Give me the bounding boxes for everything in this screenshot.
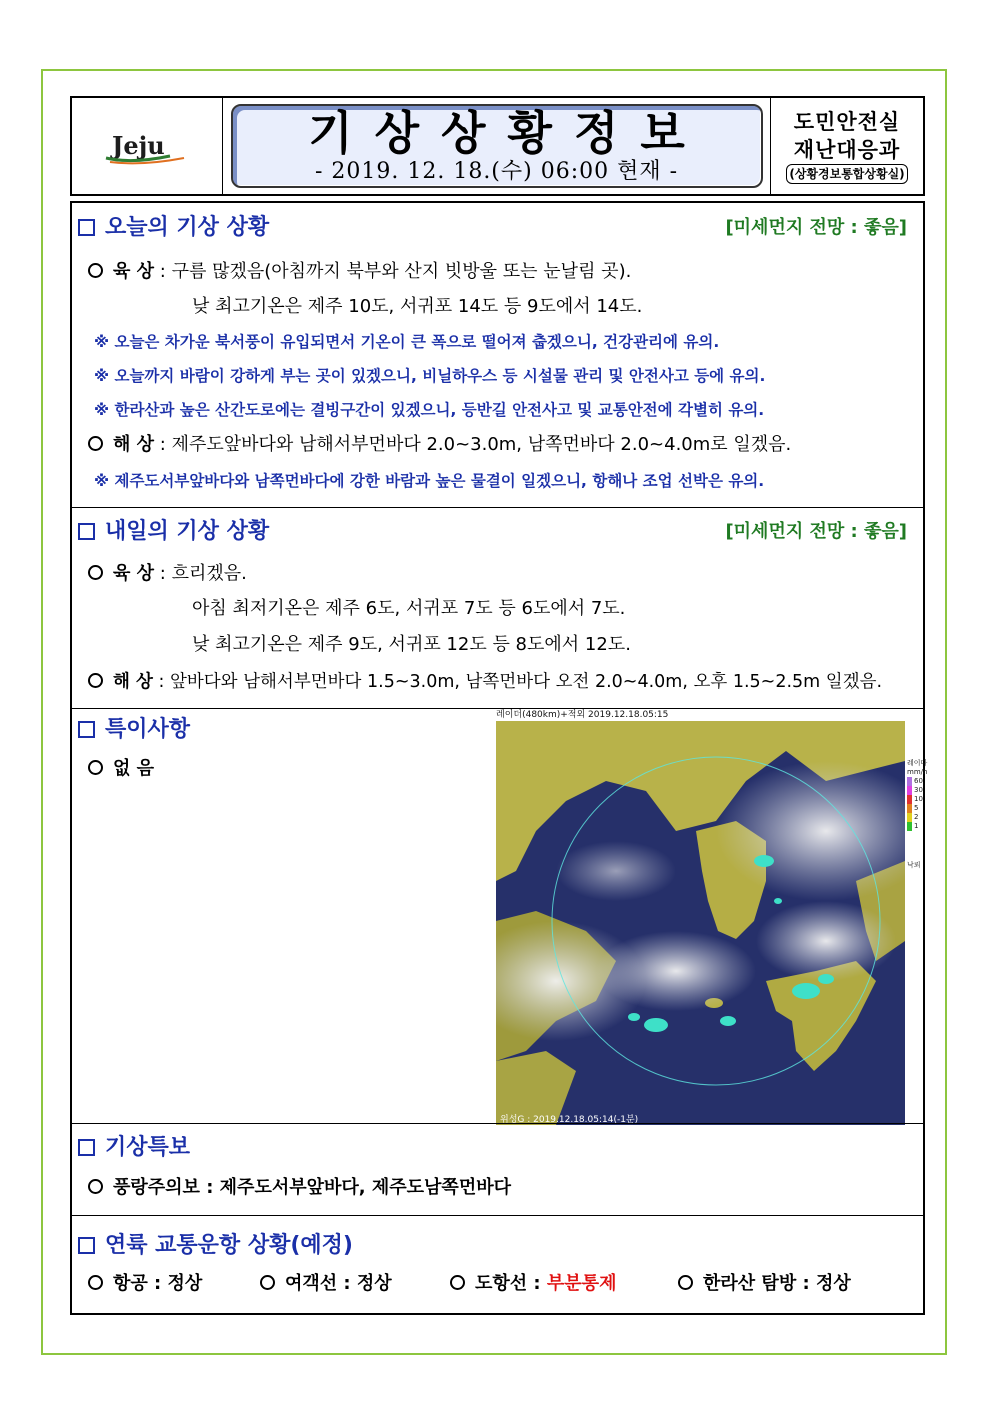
traffic-ferry bbox=[260, 1271, 392, 1297]
tomorrow-title-text: 내일의 기상 상황 bbox=[105, 519, 270, 544]
traffic-island-ferry bbox=[450, 1271, 616, 1297]
legend-swatch bbox=[907, 795, 912, 804]
division-name: 재난대응과 bbox=[793, 138, 901, 162]
document-header bbox=[70, 96, 925, 196]
legend-value: 5 bbox=[914, 804, 919, 812]
today-land-line bbox=[88, 259, 631, 285]
circle-bullet-icon bbox=[88, 760, 103, 775]
legend-entry bbox=[907, 813, 927, 822]
island-ferry-status: 부분통제 bbox=[546, 1273, 617, 1294]
checkbox-square-icon bbox=[78, 1237, 95, 1254]
circle-bullet-icon bbox=[88, 673, 103, 688]
traffic-air bbox=[88, 1271, 202, 1297]
special-title-text: 특이사항 bbox=[105, 717, 191, 742]
jeju-logo-mark bbox=[92, 124, 202, 168]
today-sea-line bbox=[88, 432, 791, 458]
special-section-title bbox=[78, 715, 190, 745]
today-title-text: 오늘의 기상 상황 bbox=[105, 215, 270, 240]
legend-entry bbox=[907, 777, 927, 786]
warning-item bbox=[88, 1175, 511, 1201]
radar-legend bbox=[907, 759, 927, 870]
circle-bullet-icon bbox=[88, 565, 103, 580]
legend-entry bbox=[907, 795, 927, 804]
report-body bbox=[70, 201, 928, 1315]
circle-bullet-icon bbox=[88, 263, 103, 278]
legend-entry bbox=[907, 804, 927, 813]
divider bbox=[72, 1215, 923, 1216]
sea-label: 해 상 bbox=[113, 672, 153, 692]
checkbox-square-icon bbox=[78, 1139, 95, 1156]
circle-bullet-icon bbox=[678, 1275, 693, 1290]
circle-bullet-icon bbox=[88, 1275, 103, 1290]
warning-item-text: 풍랑주의보 : 제주도서부앞바다, 제주도남쪽먼바다 bbox=[113, 1177, 511, 1198]
circle-bullet-icon bbox=[88, 436, 103, 451]
circle-bullet-icon bbox=[260, 1275, 275, 1290]
title-box bbox=[231, 104, 763, 188]
legend-swatch bbox=[907, 786, 912, 795]
traffic-hallasan bbox=[678, 1271, 851, 1297]
legend-swatch bbox=[907, 813, 912, 822]
special-item bbox=[88, 756, 154, 782]
ferry-status: 여객선 : 정상 bbox=[285, 1273, 392, 1294]
traffic-title-text: 연륙 교통운항 상황(예정) bbox=[105, 1233, 353, 1258]
special-item-text: 없 음 bbox=[113, 758, 155, 779]
tomorrow-max-temp: 낮 최고기온은 제주 9도, 서귀포 12도 등 8도에서 12도. bbox=[192, 634, 631, 655]
legend-value: 10 bbox=[914, 795, 923, 803]
checkbox-square-icon bbox=[78, 219, 95, 236]
circle-bullet-icon bbox=[450, 1275, 465, 1290]
tomorrow-dust-forecast: [미세먼지 전망 : 좋음] bbox=[725, 521, 907, 542]
tomorrow-sea-text: : 앞바다와 남해서부먼바다 1.5~3.0m, 남쪽먼바다 오전 2.0~4.0m, 오후 1.5~2.5m 일겠음. bbox=[158, 672, 883, 692]
department-name: 도민안전실 bbox=[793, 110, 901, 134]
today-land-temp: 낮 최고기온은 제주 10도, 서귀포 14도 등 9도에서 14도. bbox=[192, 296, 643, 317]
checkbox-square-icon bbox=[78, 523, 95, 540]
legend-entry bbox=[907, 786, 927, 795]
today-sea-text: : 제주도앞바다와 남해서부먼바다 2.0~3.0m, 남쪽먼바다 2.0~4.0m로 일겠음. bbox=[159, 434, 792, 455]
legend-value: 2 bbox=[914, 813, 919, 821]
department-cell bbox=[771, 98, 923, 194]
today-section-title bbox=[78, 213, 269, 243]
today-dust-forecast: [미세먼지 전망 : 좋음] bbox=[725, 217, 907, 238]
air-status: 항공 : 정상 bbox=[113, 1273, 203, 1294]
legend-swatch bbox=[907, 777, 912, 786]
hallasan-status: 한라산 탐방 : 정상 bbox=[703, 1273, 851, 1294]
sea-label: 해 상 bbox=[113, 434, 155, 455]
tomorrow-min-temp: 아침 최저기온은 제주 6도, 서귀포 7도 등 6도에서 7도. bbox=[192, 598, 626, 619]
legend-unit: mm/h bbox=[907, 768, 928, 776]
legend-value: 1 bbox=[914, 822, 919, 830]
warning-title-text: 기상특보 bbox=[105, 1135, 191, 1160]
title-cell bbox=[223, 98, 771, 194]
today-note-3: ※ 한라산과 높은 산간도로에는 결빙구간이 있겠으니, 등반길 안전사고 및 교통안전에 각별히 유의. bbox=[94, 401, 765, 419]
satellite-radar-image bbox=[496, 709, 928, 1125]
report-datetime: - 2019. 12. 18.(수) 06:00 현재 - bbox=[314, 159, 679, 184]
legend-title: 레이다 bbox=[907, 759, 928, 767]
today-note-2: ※ 오늘까지 바람이 강하게 부는 곳이 있겠으니, 비닐하우스 등 시설물 관리 및 안전사고 등에 유의. bbox=[94, 367, 766, 385]
page-title: 기상상황정보 bbox=[308, 106, 707, 160]
divider bbox=[72, 507, 923, 508]
today-note-1: ※ 오늘은 차가운 북서풍이 유입되면서 기온이 큰 폭으로 떨어져 춥겠으니, 건강관리에 유의. bbox=[94, 333, 720, 351]
legend-lightning: 낙뢰 bbox=[907, 861, 921, 869]
legend-value: 30 bbox=[914, 786, 923, 794]
traffic-section-title bbox=[78, 1231, 353, 1261]
tomorrow-section-title bbox=[78, 517, 269, 547]
island-ferry-label: 도항선 : bbox=[475, 1273, 547, 1294]
satellite-time-caption: 위성G : 2019.12.18.05:14(-1분) bbox=[500, 1115, 639, 1125]
land-label: 육 상 bbox=[113, 563, 155, 584]
legend-swatch bbox=[907, 822, 912, 831]
jeju-logo bbox=[72, 98, 223, 194]
logo-text: Jeju bbox=[112, 131, 165, 160]
warning-section-title bbox=[78, 1133, 190, 1163]
legend-entry bbox=[907, 822, 927, 831]
divider bbox=[72, 1123, 923, 1124]
circle-bullet-icon bbox=[88, 1179, 103, 1194]
satellite-caption: 레이더(480km)+적외 2019.12.18.05:15 bbox=[496, 710, 669, 720]
tomorrow-sea-line bbox=[88, 669, 882, 695]
land-label: 육 상 bbox=[113, 261, 155, 282]
checkbox-square-icon bbox=[78, 721, 95, 738]
legend-swatch bbox=[907, 804, 912, 813]
office-name: (상황경보통합상황실) bbox=[786, 164, 907, 184]
today-sea-note: ※ 제주도서부앞바다와 남쪽먼바다에 강한 바람과 높은 물결이 일겠으니, 항해나 조업 선박은 유의. bbox=[94, 472, 765, 490]
today-land-text: : 구름 많겠음(아침까지 북부와 산지 빗방울 또는 눈날림 곳). bbox=[159, 261, 632, 282]
legend-value: 60 bbox=[914, 777, 923, 785]
satellite-map bbox=[496, 721, 905, 1125]
tomorrow-land-text: : 흐리겠음. bbox=[159, 563, 247, 584]
tomorrow-land-line bbox=[88, 561, 247, 587]
